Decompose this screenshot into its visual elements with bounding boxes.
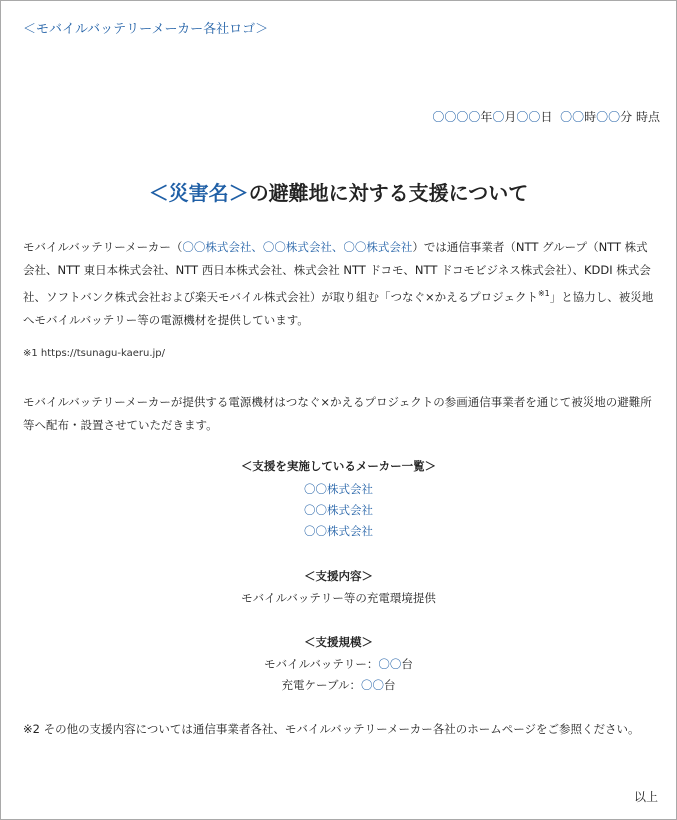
intro-lead: モバイルバッテリーメーカー（ [23, 240, 183, 254]
date-minute-unit: 分 [620, 110, 633, 124]
battery-line [1, 654, 676, 675]
date-year: 〇〇〇〇 [432, 110, 481, 124]
makers-heading: ＜支援を実施しているメーカー一覧＞ [240, 459, 437, 473]
footnote-1: ※1 https://tsunagu-kaeru.jp/ [23, 348, 166, 359]
date-month-unit: 月 [504, 110, 517, 124]
intro-footnote-ref: ※1 [537, 289, 550, 298]
closing-text: 以上 [633, 790, 658, 804]
support-scale-heading: ＜支援規模＞ [304, 635, 373, 649]
support-scale-body [1, 654, 676, 696]
battery-unit: 台 [401, 657, 413, 671]
date-line [432, 108, 660, 125]
makers-list [1, 479, 676, 542]
support-content-body: モバイルバッテリー等の充電環境提供 [241, 591, 436, 605]
intro-body: ）では通信事業者（NTT グループ（NTT 株式会社、NTT 東日本株式会社、NTT 西日本株式会社、株式会社 NTT ドコモ、NTT ドコモビジネス株式会社）、KDDI 株式会社、ソフトバンク株式会社および楽天モバイル株式会社）が取り組む「つなぐ×かえるプロジェクト [23, 240, 651, 304]
title-rest: の避難地に対する支援について [248, 181, 529, 205]
distribution-paragraph: モバイルバッテリーメーカーが提供する電源機材はつなぐ×かえるプロジェクトの参画通信事業者を通じて被災地の避難所等へ配布・設置させていただきます。 [23, 395, 652, 432]
date-hour: 〇〇 [560, 110, 585, 124]
intro-companies: 〇〇株式会社、〇〇株式会社、〇〇株式会社 [182, 240, 413, 254]
date-hour-unit: 時 [584, 110, 597, 124]
page-title [1, 177, 676, 206]
cable-line [1, 675, 676, 696]
date-year-unit: 年 [480, 110, 493, 124]
date-day: 〇〇 [516, 110, 541, 124]
maker-item: 〇〇株式会社 [304, 524, 373, 538]
intro-paragraph [23, 236, 659, 332]
date-month: 〇 [492, 110, 505, 124]
cable-value: 〇〇 [360, 678, 384, 692]
support-content-heading: ＜支援内容＞ [304, 569, 373, 583]
battery-label: モバイルバッテリー： [264, 657, 379, 671]
intro-tail: 」と協力し、被災地へモバイルバッテリー等の電源機材を提供しています。 [23, 289, 654, 327]
date-suffix: 時点 [635, 110, 660, 124]
battery-value: 〇〇 [378, 657, 402, 671]
maker-item: 〇〇株式会社 [304, 503, 373, 517]
date-minute: 〇〇 [596, 110, 621, 124]
cable-unit: 台 [383, 678, 396, 692]
date-day-unit: 日 [540, 110, 553, 124]
cable-label: 充電ケーブル： [281, 678, 361, 692]
maker-item: 〇〇株式会社 [304, 482, 373, 496]
footnote-2: ※2 その他の支援内容については通信事業者各社、モバイルバッテリーメーカー各社のホームページをご参照ください。 [23, 722, 640, 736]
title-disaster-name: ＜災害名＞ [148, 181, 249, 205]
logo-placeholder: ＜モバイルバッテリーメーカー各社ロゴ＞ [23, 22, 269, 37]
